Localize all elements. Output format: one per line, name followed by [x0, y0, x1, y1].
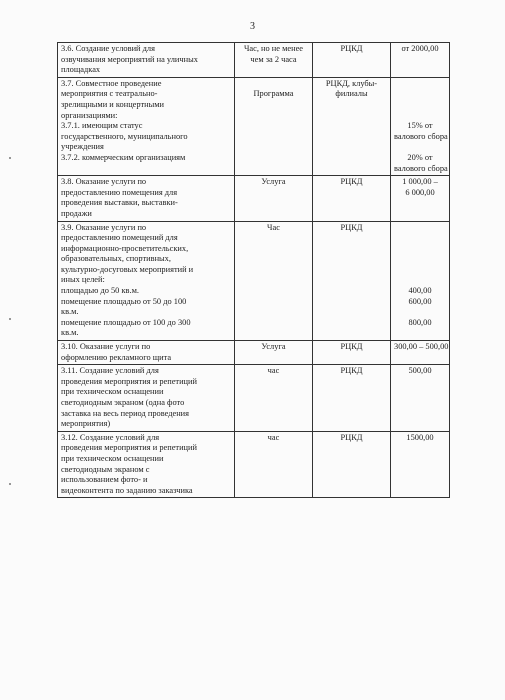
service-line: организациями: [61, 110, 118, 120]
unit-line: Программа [253, 89, 294, 99]
service-cell [58, 221, 235, 341]
service-line: проведения мероприятия и репетиций [61, 443, 198, 453]
price-line: 500,00 [408, 366, 432, 376]
service-line: 3.7.2. коммерческим организациям [61, 152, 186, 162]
price-line [394, 223, 446, 234]
unit-line: Час [267, 222, 280, 232]
service-line: мероприятия) [61, 419, 111, 429]
unit-line: час [267, 432, 280, 442]
price-line: 1500,00 [406, 432, 434, 442]
service-line: видеоконтента по заданию заказчика [61, 485, 193, 495]
provider-line: РЦКД, клубы- [325, 78, 378, 88]
price-line: 800,00 [408, 317, 432, 327]
price-line: 300,00 – 500,00 [394, 342, 449, 352]
service-cell [58, 341, 235, 365]
price-cell [391, 431, 450, 498]
unit-line: Услуга [261, 177, 286, 187]
service-cell [58, 77, 235, 175]
price-line [394, 142, 446, 153]
unit-cell [235, 221, 313, 341]
table-row [58, 176, 450, 221]
service-line: кв.м. [61, 307, 79, 317]
scan-speck [9, 157, 11, 159]
table-row [58, 221, 450, 341]
unit-cell [235, 365, 313, 432]
service-line: учреждения [61, 142, 104, 152]
service-cell [58, 365, 235, 432]
price-cell [391, 176, 450, 221]
service-line: 3.9. Оказание услуги по [61, 222, 147, 232]
price-line [394, 100, 446, 111]
price-cell [391, 43, 450, 78]
service-line: площадках [61, 65, 101, 75]
unit-cell [235, 77, 313, 175]
service-line: использованием фото- и [61, 475, 148, 485]
service-line: кв.м. [61, 328, 79, 338]
provider-cell [313, 365, 391, 432]
provider-line: РЦКД [340, 177, 363, 187]
service-line: 3.8. Оказание услуги по [61, 177, 147, 187]
service-line: зрелищными и концертными [61, 99, 165, 109]
service-line: предоставлению помещений для [61, 233, 178, 243]
service-line: озвучивания мероприятий на уличных [61, 54, 198, 64]
unit-cell [235, 341, 313, 365]
price-line [394, 275, 446, 286]
service-line: государственного, муниципального [61, 131, 188, 141]
service-line: 3.10. Оказание услуги по [61, 342, 151, 352]
unit-line: Час, но не менее [243, 44, 304, 53]
service-line: информационно-просветительских, [61, 243, 189, 253]
unit-line [238, 79, 309, 90]
service-line: иных целей: [61, 275, 105, 285]
price-table-body [58, 43, 450, 498]
service-line: продажи [61, 208, 92, 218]
provider-line: РЦКД [340, 342, 363, 352]
price-cell [391, 341, 450, 365]
service-cell [58, 176, 235, 221]
provider-cell [313, 221, 391, 341]
price-cell [391, 221, 450, 341]
service-line: 3.7.1. имеющим статус [61, 121, 143, 131]
service-line: 3.11. Создание условий для [61, 366, 159, 376]
service-cell [58, 43, 235, 78]
provider-cell [313, 77, 391, 175]
provider-line: филиалы [335, 89, 368, 99]
table-row [58, 77, 450, 175]
service-line: при техническом оснащении [61, 453, 164, 463]
price-line [394, 79, 446, 90]
service-line: 3.12. Создание условий для [61, 432, 160, 442]
service-line: светодиодным экраном (одна фото [61, 398, 185, 407]
unit-line: Услуга [261, 342, 286, 352]
service-line: при техническом оснащении [61, 387, 164, 397]
price-line: 6 000,00 [405, 187, 435, 197]
table-row [58, 365, 450, 432]
price-line: 1 000,00 – [402, 177, 438, 187]
service-line: предоставлению помещения для [61, 187, 178, 197]
price-line: валового сбора [394, 163, 448, 173]
unit-cell [235, 176, 313, 221]
service-line: 3.6. Создание условий для [61, 44, 155, 53]
service-line: проведения выставки, выставки- [61, 198, 178, 208]
table-row [58, 43, 450, 78]
service-line: мероприятия с театрально- [61, 89, 158, 99]
price-line: 15% от [407, 121, 433, 131]
price-cell [391, 77, 450, 175]
unit-line: чем за 2 часа [250, 54, 297, 64]
service-line: 3.7. Совместное проведение [61, 78, 162, 88]
service-line: образовательных, спортивных, [61, 254, 171, 264]
price-line [394, 89, 446, 100]
service-line: помещение площадью от 100 до 300 [61, 317, 191, 327]
service-line: культурно-досуговых мероприятий и [61, 264, 194, 274]
price-line: 20% от [407, 152, 433, 162]
service-line: проведения мероприятия и репетиций [61, 376, 198, 386]
price-line: 400,00 [408, 286, 432, 296]
price-line [394, 111, 446, 122]
service-line: заставка на весь период проведения [61, 408, 190, 418]
page-number: 3 [250, 21, 255, 32]
provider-cell [313, 176, 391, 221]
price-line [394, 233, 446, 244]
price-cell [391, 365, 450, 432]
price-table [57, 42, 450, 498]
unit-line: час [267, 366, 280, 376]
unit-cell [235, 43, 313, 78]
service-line: площадью до 50 кв.м. [61, 286, 139, 296]
service-line: оформлению рекламного щита [61, 352, 172, 362]
table-row [58, 431, 450, 498]
price-line [394, 265, 446, 276]
table-row [58, 341, 450, 365]
scan-speck [9, 318, 11, 320]
unit-cell [235, 431, 313, 498]
provider-line: РЦКД [340, 432, 363, 442]
provider-cell [313, 43, 391, 78]
price-line [394, 244, 446, 255]
service-line: помещение площадью от 50 до 100 [61, 296, 187, 306]
provider-cell [313, 431, 391, 498]
service-cell [58, 431, 235, 498]
provider-line: РЦКД [340, 366, 363, 376]
price-line [394, 254, 446, 265]
service-line: светодиодным экраном с [61, 464, 150, 474]
scan-speck [9, 483, 11, 485]
provider-cell [313, 341, 391, 365]
price-line: валового сбора [394, 131, 448, 141]
price-line: 600,00 [408, 296, 432, 306]
price-line [394, 307, 446, 318]
price-line: от 2000,00 [401, 44, 439, 53]
provider-line: РЦКД [340, 44, 363, 53]
provider-line: РЦКД [340, 222, 363, 232]
